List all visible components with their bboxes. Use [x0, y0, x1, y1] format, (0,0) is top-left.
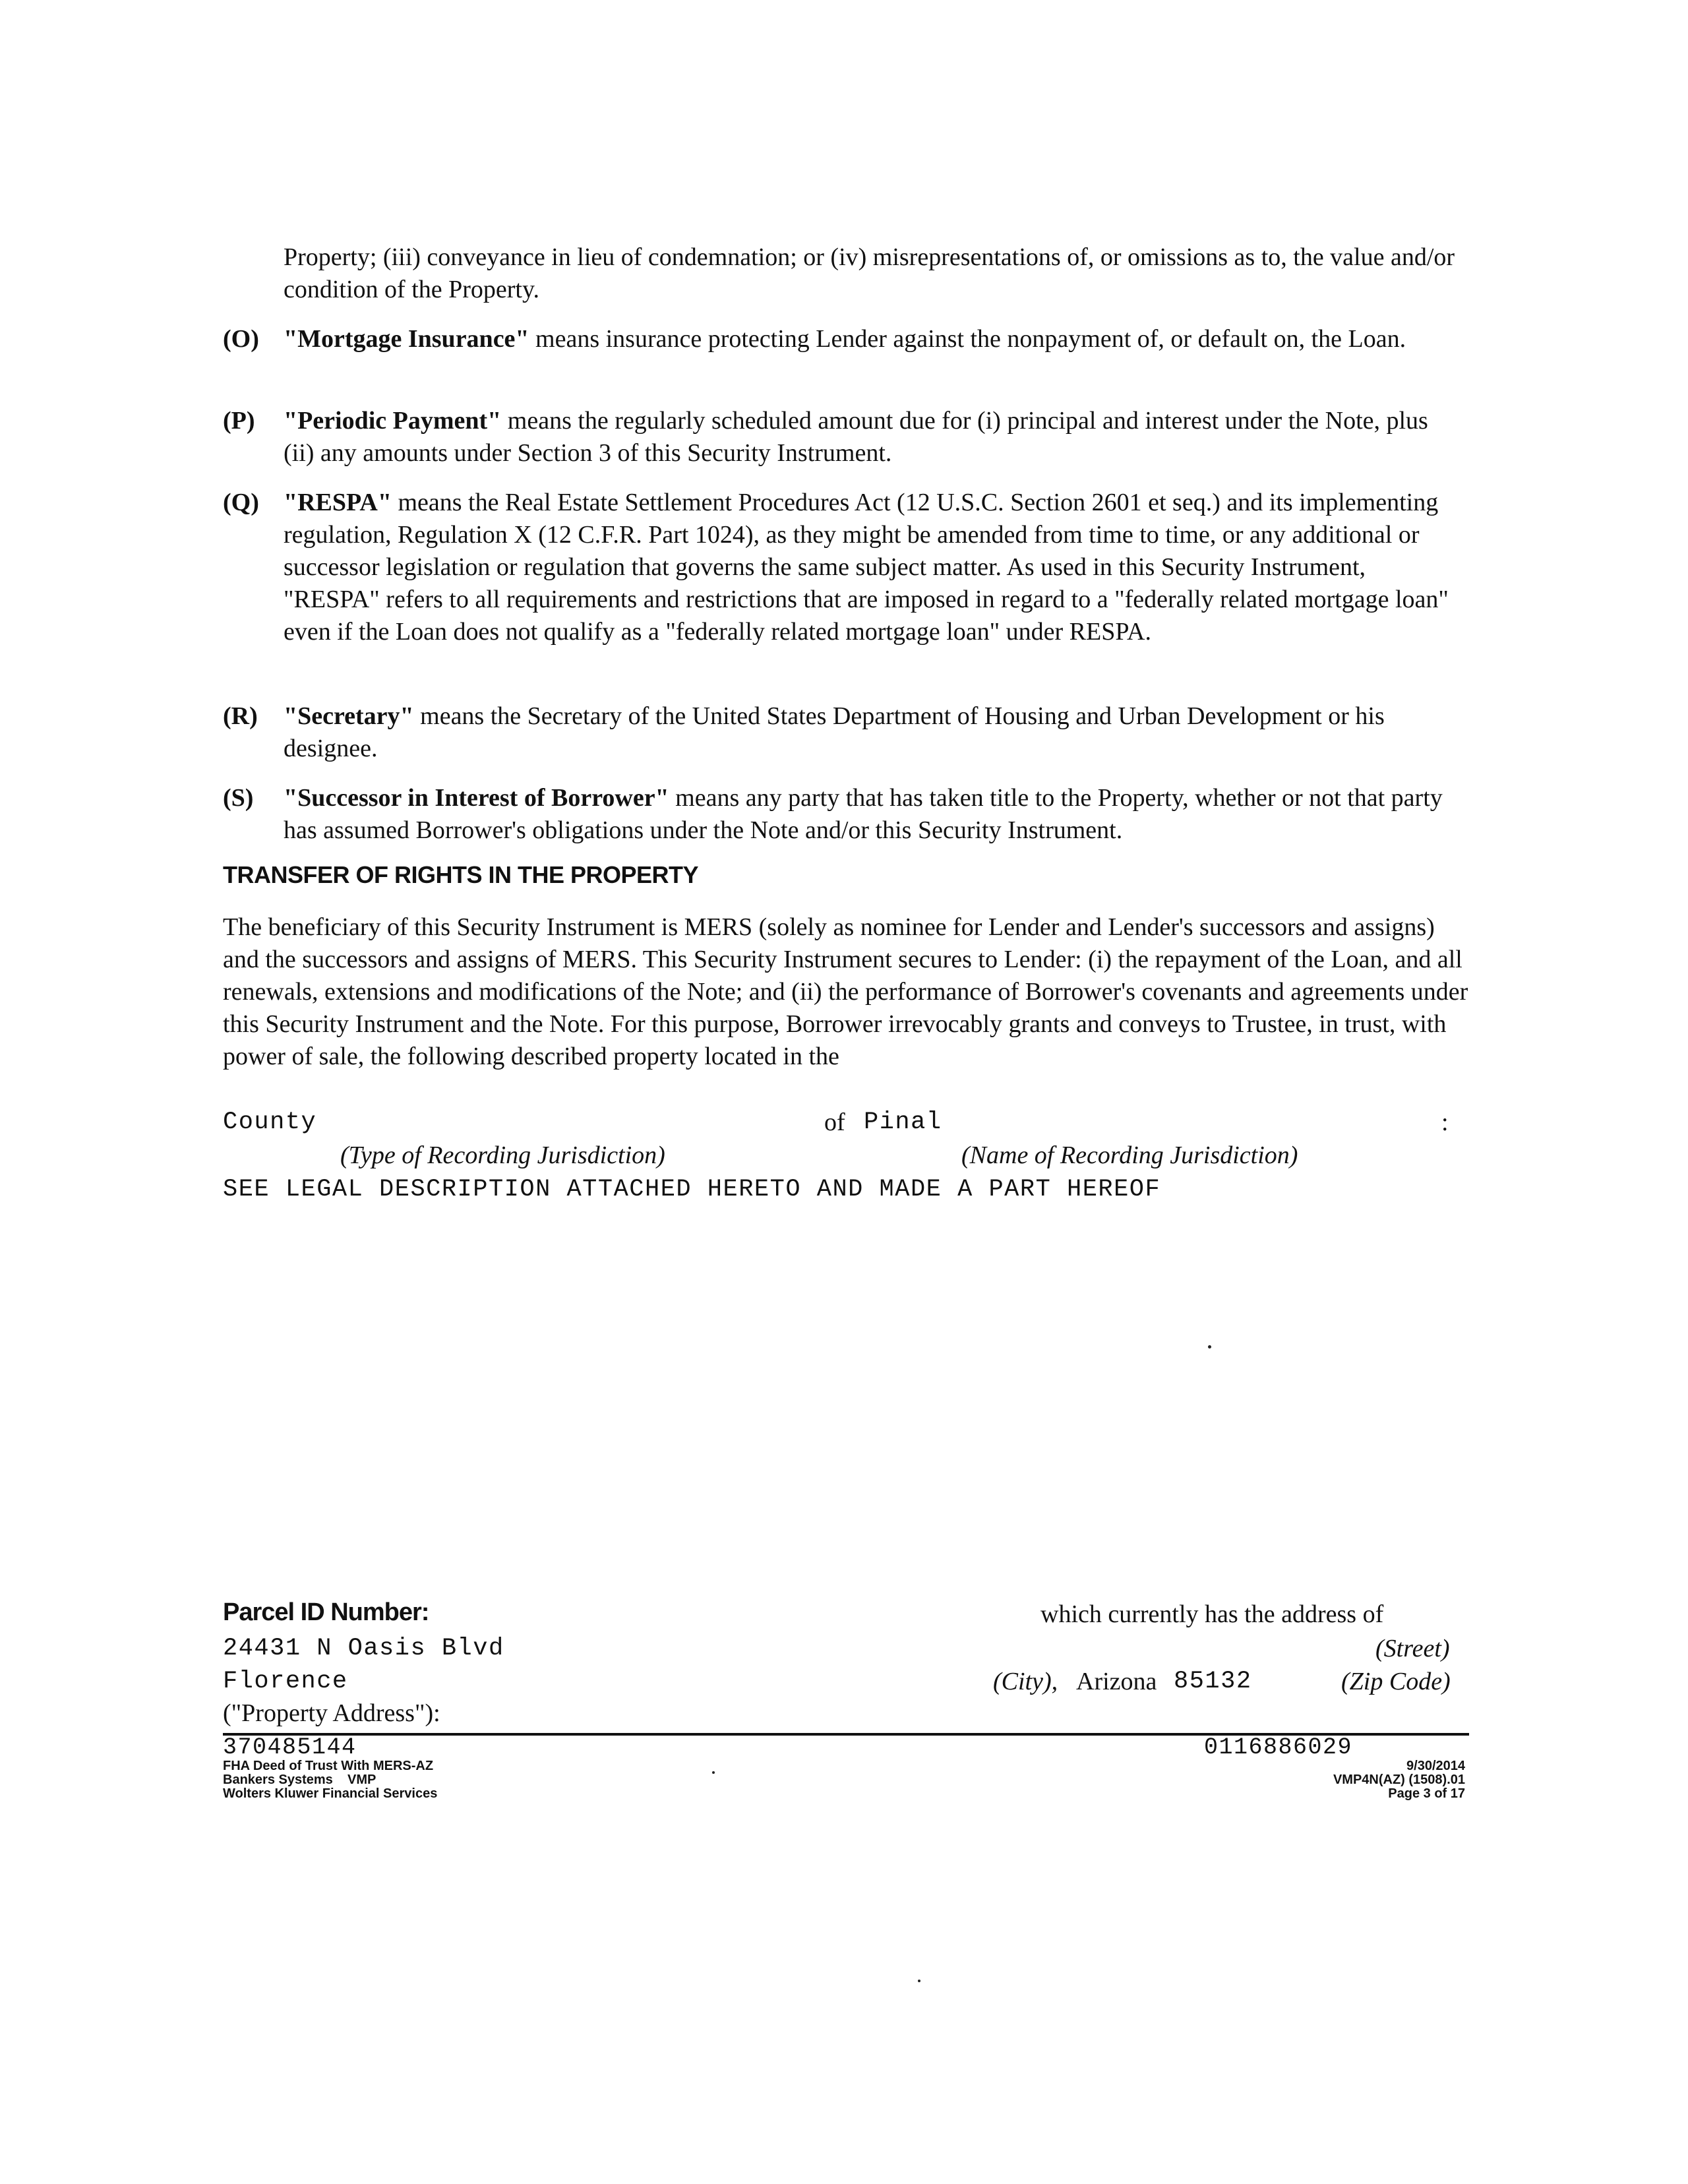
- term-secretary: "Secretary": [284, 702, 414, 730]
- address-intro: which currently has the address of: [1040, 1600, 1384, 1628]
- definition-q: [284, 487, 1464, 648]
- document-number: 0116886029: [1204, 1734, 1353, 1761]
- scan-speck: [1208, 1345, 1211, 1349]
- loan-number: 370485144: [223, 1734, 357, 1761]
- jurisdiction-colon: :: [1441, 1108, 1449, 1136]
- street-value: 24431 N Oasis Blvd: [223, 1635, 504, 1662]
- jurisdiction-name-caption: (Name of Recording Jurisdiction): [961, 1141, 1298, 1169]
- street-caption: (Street): [1375, 1635, 1450, 1662]
- definition-label-s: (S): [223, 784, 254, 812]
- zip-value: 85132: [1174, 1668, 1252, 1695]
- city-caption: (City),: [993, 1668, 1058, 1695]
- form-vendor: Bankers Systems VMP: [223, 1773, 377, 1787]
- definition-r-text: means the Secretary of the United States Department of Housing and Urban Development or his designee.: [284, 702, 1385, 762]
- term-mortgage-insurance: "Mortgage Insurance": [284, 325, 529, 353]
- definition-o: [284, 323, 1464, 355]
- definition-label-q: (Q): [223, 489, 259, 516]
- scan-speck: [712, 1771, 715, 1774]
- term-successor-in-interest: "Successor in Interest of Borrower": [284, 784, 669, 812]
- definition-p: [284, 405, 1464, 470]
- section-heading-transfer: TRANSFER OF RIGHTS IN THE PROPERTY: [223, 861, 699, 888]
- definition-r: [284, 700, 1464, 765]
- definition-s-text: means any party that has taken title to the Property, whether or not that party has assumed Borrower's obligations under the Note and/or this Security Instrument.: [284, 784, 1443, 844]
- form-name: FHA Deed of Trust With MERS-AZ: [223, 1759, 434, 1773]
- definition-o-text: means insurance protecting Lender against the nonpayment of, or default on, the Loan.: [529, 325, 1406, 353]
- definition-s: [284, 782, 1464, 847]
- city-value: Florence: [223, 1668, 348, 1695]
- scan-speck: [918, 1980, 920, 1982]
- definition-label-r: (R): [223, 702, 258, 730]
- definition-continuation: Property; (iii) conveyance in lieu of condemnation; or (iv) misrepresentations of, or omissions as to, the value and/or condition of the Property.: [284, 243, 1455, 303]
- page-number: Page 3 of 17: [1388, 1786, 1465, 1801]
- form-code: VMP4N(AZ) (1508).01: [1333, 1773, 1465, 1787]
- zip-caption: (Zip Code): [1341, 1668, 1451, 1695]
- form-publisher: Wolters Kluwer Financial Services: [223, 1786, 438, 1801]
- term-periodic-payment: "Periodic Payment": [284, 407, 502, 435]
- state-value: Arizona: [1076, 1668, 1157, 1695]
- jurisdiction-name-value: Pinal: [864, 1108, 942, 1136]
- form-date: 9/30/2014: [1406, 1759, 1465, 1773]
- definition-label-p: (P): [223, 407, 255, 435]
- jurisdiction-type-value: County: [223, 1108, 317, 1136]
- definition-label-o: (O): [223, 325, 259, 353]
- parcel-id-label: Parcel ID Number:: [223, 1598, 429, 1626]
- definition-p-text: means the regularly scheduled amount due for (i) principal and interest under the Note, plus (ii) any amounts under Section 3 of this Security Instrument.: [284, 407, 1428, 467]
- property-address-label: ("Property Address"):: [223, 1699, 440, 1727]
- transfer-body: The beneficiary of this Security Instrument is MERS (solely as nominee for Lender and Lender's successors and assigns) and the successors and assigns of MERS. This Security Instrument secures to Lender: (i) the repayment of the Loan, and all renewals, extensions and modifications of the Note; and (ii) the performance of Borrower's covenants and agreements under this Security Instrument and the Note. For this purpose, Borrower irrevocably grants and conveys to Trustee, in trust, with power of sale, the following described property located in the: [223, 913, 1468, 1070]
- term-respa: "RESPA": [284, 489, 392, 516]
- definition-q-text: means the Real Estate Settlement Procedures Act (12 U.S.C. Section 2601 et seq.) and its implementing regulation, Regulation X (12 C.F.R. Part 1024), as they might be amended from time to time, or any additional or successor legislation or regulation that governs the same subject matter. As used in this Security Instrument, "RESPA" refers to all requirements and restrictions that are imposed in regard to a "federally related mortgage loan" even if the Loan does not qualify as a "federally related mortgage loan" under RESPA.: [284, 489, 1449, 646]
- jurisdiction-type-caption: (Type of Recording Jurisdiction): [340, 1141, 665, 1169]
- legal-description: SEE LEGAL DESCRIPTION ATTACHED HERETO AND MADE A PART HEREOF: [223, 1176, 1161, 1203]
- of-label: of: [824, 1108, 845, 1136]
